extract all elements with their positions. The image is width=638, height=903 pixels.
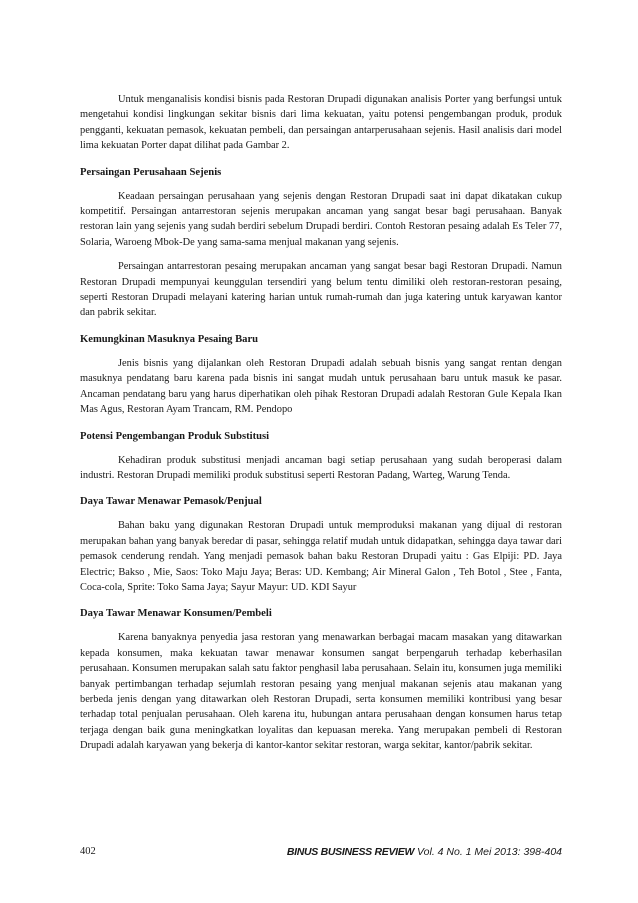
paragraph: Jenis bisnis yang dijalankan oleh Restoran Drupadi adalah sebuah bisnis yang sangat rentan dengan masuknya pendatang baru karena pada bisnis ini sangat mudah untuk perusahaan baru untuk masuk ke pasar. Ancaman pendatang baru yang harus diperhatikan oleh pihak Restoran Drupadi adalah Restoran Gule Kepala Ikan Mas Agus, Restoran Ayam Trancam, RM. Pendopo	[80, 357, 562, 416]
paragraph: Bahan baku yang digunakan Restoran Drupadi untuk memproduksi makanan yang dijual di restoran merupakan bahan yang banyak beredar di pasar, sehingga relatif mudah untuk didapatkan, sehingga daya tawar dari pemasok cenderung rendah. Yang menjadi pemasok bahan baku Restoran Drupadi yaitu : Gas Elpiji: PD. Jaya Electric; Bakso , Mie, Saos: Toko Maju Jaya; Beras: UD. Kembang; Air Mineral Galon , Teh Botol , Stee , Fanta, Coca-cola, Sprite: Toko Sama Jaya; Sayur Mayur: UD. KDI Sayur	[80, 520, 562, 593]
page-footer	[80, 844, 562, 860]
paragraph: Kehadiran produk substitusi menjadi ancaman bagi setiap perusahaan yang sudah beroperasi dalam industri. Restoran Drupadi memiliki produk substitusi seperti Restoran Padang, Warteg, Warung Tenda.	[80, 454, 562, 481]
paragraph: Karena banyaknya penyedia jasa restoran yang menawarkan berbagai macam masakan yang ditawarkan kepada konsumen, maka kekuatan tawar menawar konsumen sangat berpengaruh terhadap keberhasilan perusahaan. Konsumen merupakan salah satu faktor penghasil laba perusahaan. Selain itu, konsumen juga memiliki banyak pertimbangan terhadap sejumlah restoran pesaing yang menjual makanan sejenis atau makanan yang berbeda jenis dengan yang ditawarkan oleh Restoran Drupadi, serta konsumen memiliki kontribusi yang besar terhadap total penjualan perusahaan. Oleh karena itu, hubungan antara perusahaan dengan konsumen harus tetap terjaga dengan baik guna meningkatkan loyalitas dan kepuasan mereka. Yang merupakan pembeli di Restoran Drupadi adalah karyawan yang bekerja di kantor-kantor sekitar restoran, warga sekitar, kantor/pabrik sekitar.	[80, 632, 562, 752]
page-number: 402	[80, 846, 96, 857]
paragraph: Persaingan antarrestoran pesaing merupakan ancaman yang sangat besar bagi Restoran Drupadi. Namun Restoran Drupadi mempunyai keunggulan tersendiri yang belum tentu dimiliki oleh restoran-restoran pesaing, seperti Restoran Drupadi melayani katering harian untuk rumah-rumah dan juga katering untuk karyawan kantor dan pabrik sekitar.	[80, 261, 562, 319]
section-heading-persaingan: Persaingan Perusahaan Sejenis	[80, 166, 222, 178]
section-heading-pemasok: Daya Tawar Menawar Pemasok/Penjual	[80, 496, 262, 508]
intro-paragraph: Untuk menganalisis kondisi bisnis pada Restoran Drupadi digunakan analisis Porter yang berfungsi untuk mengetahui kondisi lingkungan sekitar bisnis dari lima kekuatan, yaitu potensi pengembangan produk, produk pengganti, kekuatan pemasok, kekuatan pembeli, dan persaingan antarperusahaan sejenis. Hasil analisis dari model lima kekuatan Porter dapat dilihat pada Gambar 2.	[80, 94, 562, 152]
running-footer	[287, 844, 562, 860]
journal-name: BINUS BUSINESS REVIEW	[286, 846, 415, 858]
section-heading-produk-substitusi: Potensi Pengembangan Produk Substitusi	[80, 430, 270, 442]
section-heading-pesaing-baru: Kemungkinan Masuknya Pesaing Baru	[80, 333, 259, 345]
issue-info: Vol. 4 No. 1 Mei 2013: 398-404	[414, 846, 562, 858]
paragraph: Keadaan persaingan perusahaan yang sejenis dengan Restoran Drupadi saat ini dapat dikatakan cukup kompetitif. Persaingan antarrestoran sejenis merupakan ancaman yang sangat besar bagi perusahaan. Banyak restoran lain yang sejenis yang sudah berdiri sebelum Drupadi berdiri. Contoh Restoran pesaing adalah Es Teler 77, Solaria, Waroeng Mbok-De yang sama-sama menjual makanan yang sejenis.	[80, 190, 562, 248]
section-heading-konsumen: Daya Tawar Menawar Konsumen/Pembeli	[80, 608, 272, 620]
article-body	[80, 92, 562, 763]
